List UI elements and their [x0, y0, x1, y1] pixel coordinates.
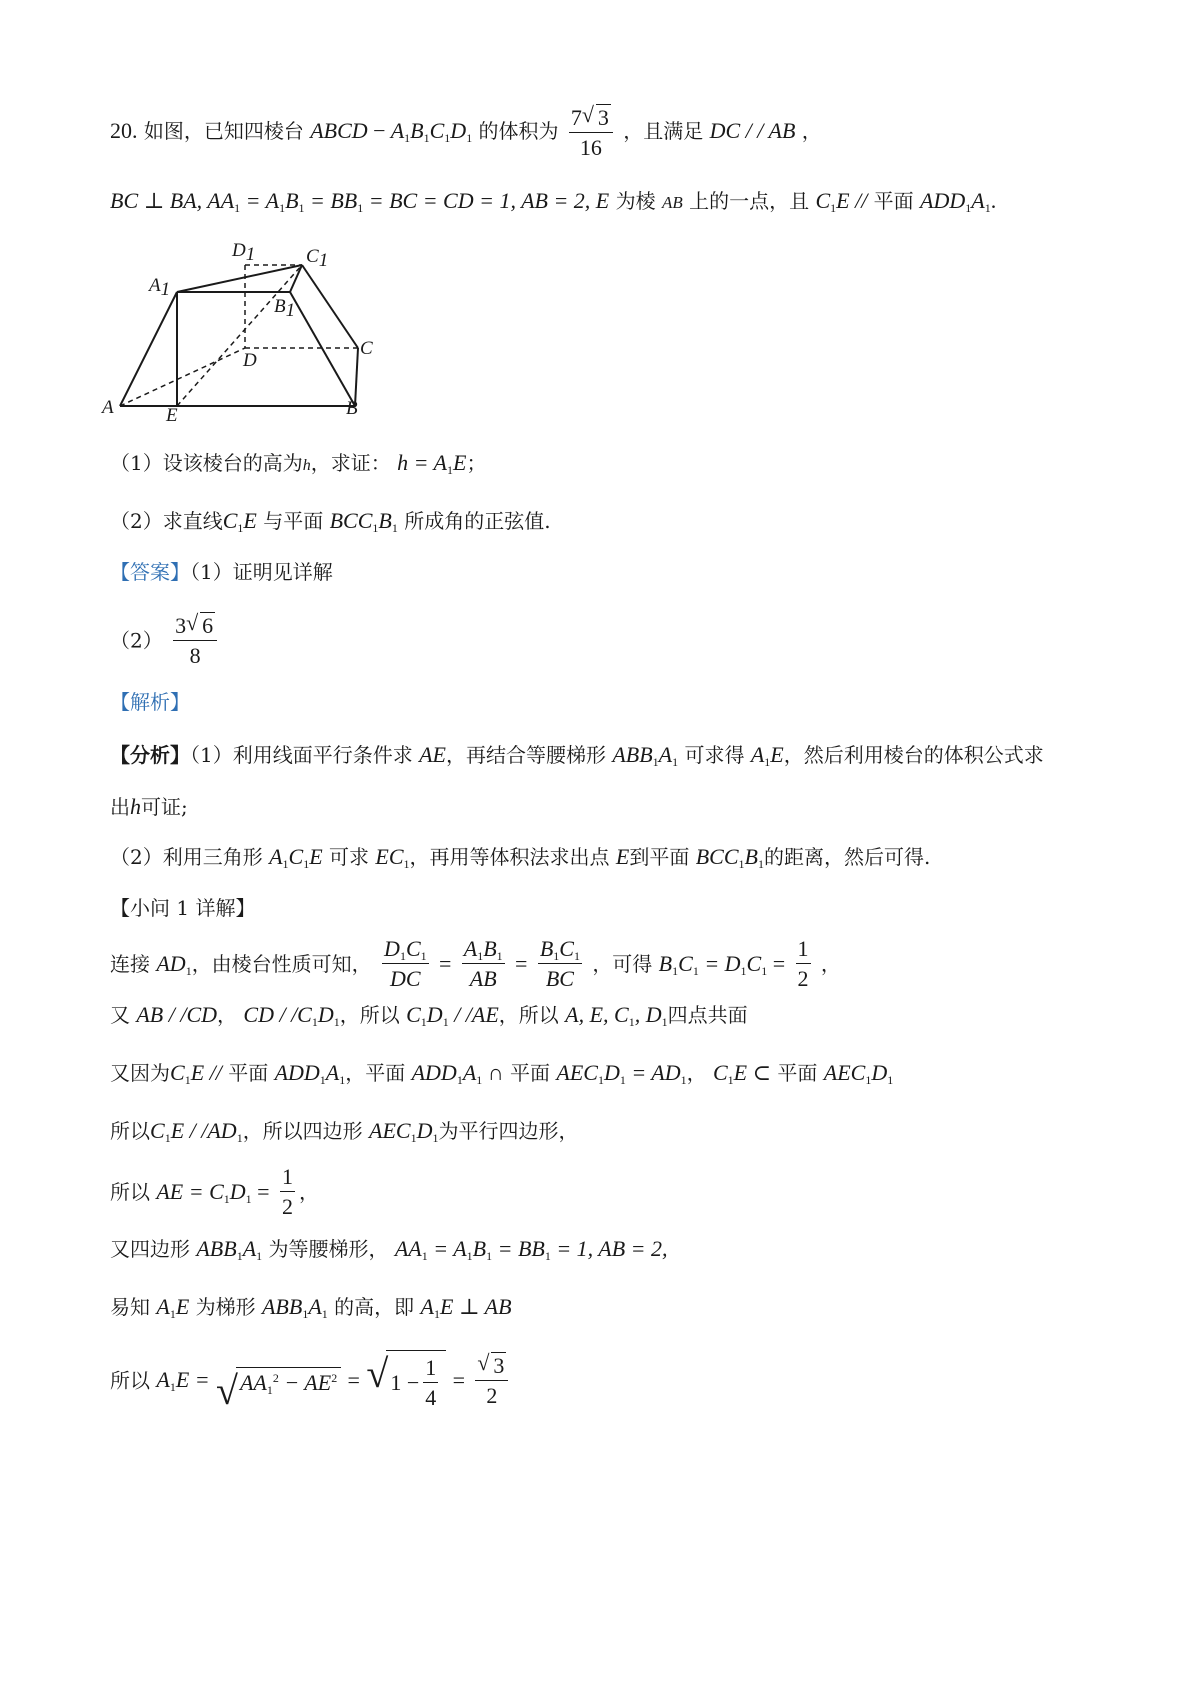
label-c: C	[360, 338, 373, 359]
edge-b1c1	[290, 265, 302, 292]
analysis-header: 【解析】	[110, 690, 190, 714]
label-a1: A1	[149, 275, 171, 300]
detail-line-7: 易知 $A_1E$ 为梯形 $ABB_1A_1$ 的高，即 $A_1E$ ⊥ AB	[110, 1294, 512, 1321]
label-b1: B1	[274, 296, 296, 321]
comma: ，	[801, 118, 822, 143]
edge-b1b	[290, 292, 355, 406]
volume-text: 的体积为	[478, 118, 559, 143]
edge-aa1	[120, 292, 177, 406]
parallel-condition: DC / / AB	[709, 117, 796, 143]
frustum-figure	[100, 238, 400, 428]
solid-name: ABCD − $A_1B_1C_1D_1$	[310, 117, 473, 145]
sqrt-expression-1: √ $AA_1^2 - AE^2$	[216, 1367, 341, 1394]
question-1: （1）设该棱台的高为h，求证： $h = A_1E$；	[110, 450, 487, 477]
c1e-parallel: $C_1E$ //	[815, 188, 868, 215]
detail-line-3: 又因为$C_1E$ // 平面 $ADD_1A_1$，平面 $ADD_1A_1$ ∩ 平面 $AEC_1D_1 = AD_1$， $C_1E$ ⊂ 平面 $AEC_1D_1$	[110, 1060, 894, 1087]
plane-add1a1: $ADD_1A_1$.	[920, 188, 997, 215]
detail-line-6: 又四边形 $ABB_1A_1$ 为等腰梯形， $AA_1 = A_1B_1 = BB_1 = 1$, AB = 2,	[110, 1236, 668, 1263]
volume-fraction: $\frac{7√ 3}{16}$	[569, 104, 613, 161]
problem-number: 20.	[110, 117, 138, 143]
analysis-line-2: 出h可证;	[110, 794, 188, 819]
edge-c1c	[302, 265, 358, 348]
edge-ad	[120, 348, 245, 406]
problem-line-1	[110, 104, 822, 161]
detail-line-4: 所以$C_1E / /AD_1$，所以四边形 $AEC_1D_1$为平行四边形，	[110, 1118, 579, 1145]
edge-ec1	[177, 265, 302, 406]
label-e: E	[166, 405, 178, 426]
analysis-line-1: 【分析】（1）利用线面平行条件求 AE，再结合等腰梯形 $ABB_1A_1$ 可求得 $A_1E$，然后利用棱台的体积公式求	[110, 742, 1044, 769]
detail-line-8: 所以 $A_1E$ = √ $AA_1^2 - AE^2$ = √ 1 − $\frac{1}{4}$ = √ $\frac{3}{2}$	[110, 1350, 512, 1411]
point-text: 上的一点，且	[689, 189, 810, 213]
label-d1: D1	[232, 240, 256, 265]
edge-ab: AB	[661, 193, 683, 212]
label-b: B	[346, 398, 358, 419]
conditions-math: BC ⊥ BA, $AA_1 = A_1B_1 = BB_1$ = BC = CD = 1, AB = 2, E	[110, 188, 610, 215]
detail-line-5: 所以 AE = $C_1D_1$ = $\frac{1}{2}$ ，	[110, 1164, 319, 1220]
label-a: A	[102, 397, 114, 418]
problem-line-2	[110, 188, 997, 215]
plane-text: 平面	[873, 189, 914, 213]
question-2: （2）求直线$C_1E$ 与平面 $BCC_1B_1$ 所成角的正弦值.	[110, 508, 551, 535]
answer-fraction: $\frac{3√ 6}{8}$	[173, 612, 217, 669]
analysis-line-3: （2）利用三角形 $A_1C_1E$ 可求 $EC_1$，再用等体积法求出点 E到平面 $BCC_1B_1$的距离，然后可得.	[110, 844, 931, 871]
answer-line-1: 【答案】（1）证明见详解	[110, 560, 333, 584]
answer-tag: 【答案】	[110, 560, 190, 584]
detail-line-2: 又 AB / /CD， CD / $/C_1D_1$，所以 $C_1D_1 / /AE$，所以 A, E, $C_1$, $D_1$四点共面	[110, 1002, 748, 1029]
edge-text: 为棱	[615, 189, 656, 213]
label-d: D	[243, 350, 257, 371]
edge-a1d1	[177, 265, 302, 292]
label-c1: C1	[306, 246, 329, 271]
detail-line-1: 连接 $AD_1$，由棱台性质可知， $\frac{D_1C_1}{DC}$ = $\frac{A_1B_1}{AB}$ = $\frac{B_1C_1}{BC}$ ，可得 $B_1C_1 = D_1C_1$ = $\frac{1}{2}$ ，	[110, 936, 841, 992]
detail-header: 【小问 1 详解】	[110, 896, 256, 920]
sqrt-expression-2: √ 1 − $\frac{1}{4}$	[366, 1350, 446, 1411]
problem-intro: 如图，已知四棱台	[143, 118, 304, 143]
condition-text: ，且满足	[623, 118, 704, 143]
answer-line-2: （2） $\frac{3√ 6}{8}$	[110, 612, 221, 669]
